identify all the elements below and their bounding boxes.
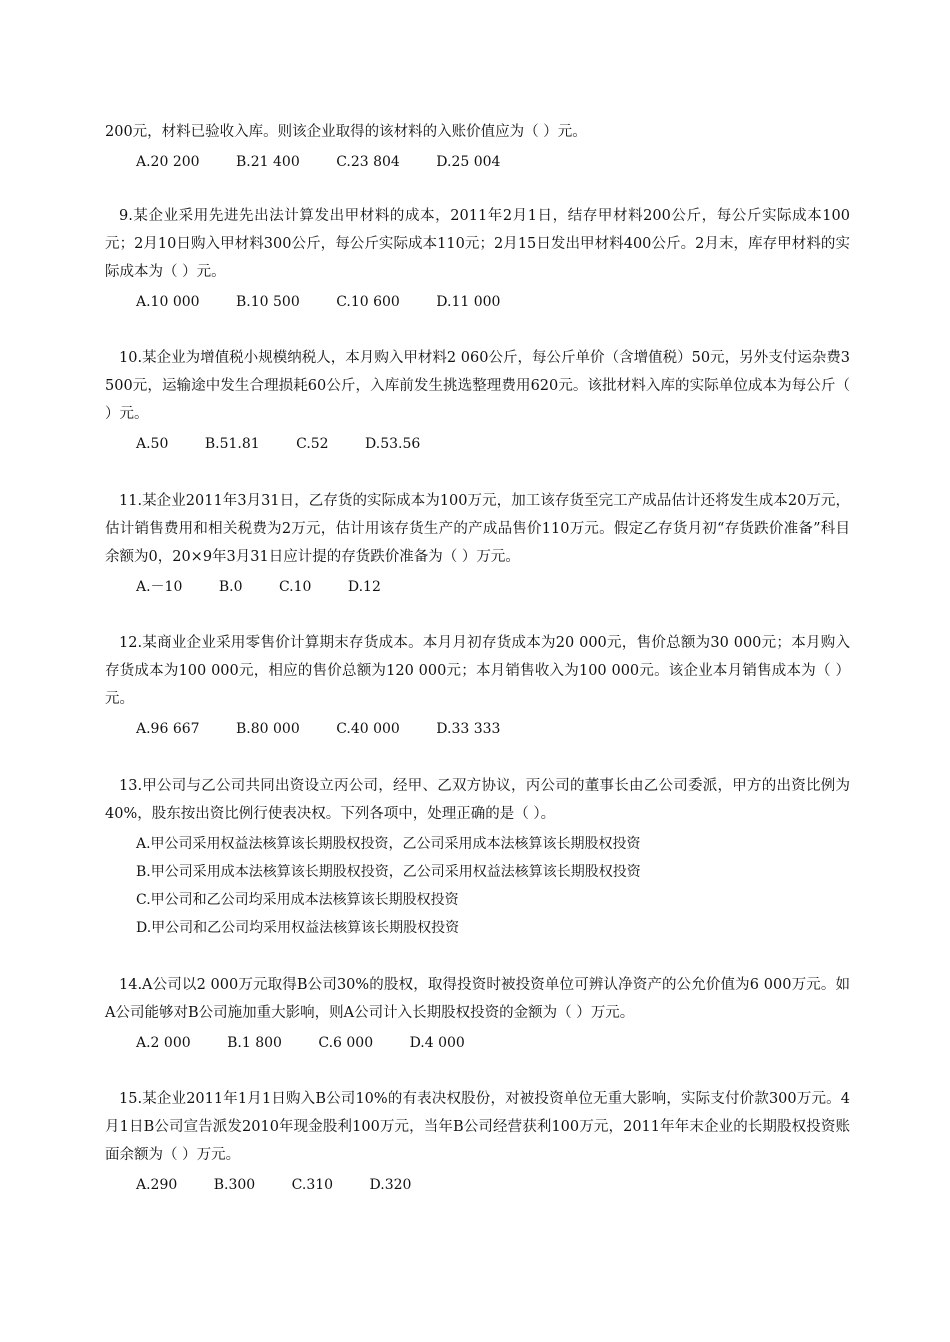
question-14 — [105, 971, 850, 1057]
option-b: B.51.81 — [204, 436, 260, 452]
option-a: A.50 — [136, 436, 169, 452]
option-a: A.96 667 — [136, 721, 200, 737]
question-12 — [105, 629, 850, 743]
option-c: C.10 — [278, 579, 312, 595]
question-stem: 10.某企业为增值税小规模纳税人，本月购入甲材料2 060公斤，每公斤单价（含增值税）50元，另外支付运杂费3 500元，运输途中发生合理损耗60公斤，入库前发生挑选整理费用620元。该批材料入库的实际单位成本为每公斤（ ）元。 — [105, 350, 850, 422]
option-b: B.21 400 — [236, 154, 300, 170]
question-15 — [105, 1085, 850, 1199]
option-c: C.52 — [296, 436, 329, 452]
question-options — [105, 430, 850, 458]
option-c: C.23 804 — [336, 154, 400, 170]
question-options — [105, 830, 850, 942]
option-b: B.80 000 — [236, 721, 300, 737]
question-8-continuation — [105, 118, 850, 176]
option-a: A.甲公司采用权益法核算该长期股权投资，乙公司采用成本法核算该长期股权投资 — [136, 836, 641, 852]
question-stem: 15.某企业2011年1月1日购入B公司10%的有表决权股份，对被投资单位无重大影响，实际支付价款300万元。4月1日B公司宣告派发2010年现金股利100万元，当年B公司经营获利100万元，2011年年末企业的长期股权投资账面余额为（ ）万元。 — [105, 1091, 850, 1163]
option-d: D.25 004 — [436, 154, 501, 170]
option-c: C.10 600 — [336, 294, 400, 310]
option-a: A.10 000 — [136, 294, 200, 310]
question-stem: 12.某商业企业采用零售价计算期末存货成本。本月月初存货成本为20 000元，售价总额为30 000元；本月购入存货成本为100 000元，相应的售价总额为120 000元；本月销售收入为100 000元。该企业本月销售成本为（ ）元。 — [105, 635, 850, 707]
question-stem: 13.甲公司与乙公司共同出资设立丙公司，经甲、乙双方协议，丙公司的董事长由乙公司委派，甲方的出资比例为40%，股东按出资比例行使表决权。下列各项中，处理正确的是（ ）。 — [105, 778, 850, 822]
option-b: B.10 500 — [236, 294, 300, 310]
option-b: B.甲公司采用成本法核算该长期股权投资，乙公司采用权益法核算该长期股权投资 — [136, 864, 641, 880]
option-d: D.11 000 — [436, 294, 501, 310]
option-d: D.320 — [369, 1177, 412, 1193]
question-options — [105, 288, 850, 316]
option-c: C.甲公司和乙公司均采用成本法核算该长期股权投资 — [136, 892, 459, 908]
question-options — [105, 148, 850, 176]
question-options — [105, 715, 850, 743]
option-d: D.53.56 — [365, 436, 421, 452]
question-options — [105, 1171, 850, 1199]
question-stem: 200元，材料已验收入库。则该企业取得的该材料的入账价值应为（ ）元。 — [105, 124, 587, 140]
option-b: B.0 — [218, 579, 243, 595]
question-10 — [105, 344, 850, 458]
option-c: C.40 000 — [336, 721, 400, 737]
question-options — [105, 573, 850, 601]
question-stem: 9.某企业采用先进先出法计算发出甲材料的成本，2011年2月1日，结存甲材料200公斤，每公斤实际成本100元；2月10日购入甲材料300公斤，每公斤实际成本110元；2月15日发出甲材料400公斤。2月末，库存甲材料的实际成本为（ ）元。 — [105, 208, 850, 280]
option-d: D.12 — [347, 579, 381, 595]
question-stem: 14.A公司以2 000万元取得B公司30%的股权，取得投资时被投资单位可辨认净资产的公允价值为6 000万元。如A公司能够对B公司施加重大影响，则A公司计入长期股权投资的金额为（ ）万元。 — [105, 977, 850, 1021]
option-a: A.290 — [136, 1177, 178, 1193]
option-d: D.甲公司和乙公司均采用权益法核算该长期股权投资 — [136, 920, 460, 936]
question-9 — [105, 202, 850, 316]
question-11 — [105, 487, 850, 601]
option-c: C.310 — [291, 1177, 334, 1193]
question-options — [105, 1029, 850, 1057]
question-13 — [105, 772, 850, 942]
option-c: C.6 000 — [318, 1035, 374, 1051]
question-stem: 11.某企业2011年3月31日，乙存货的实际成本为100万元，加工该存货至完工产成品估计还将发生成本20万元，估计销售费用和相关税费为2万元，估计用该存货生产的产成品售价110万元。假定乙存货月初“存货跌价准备”科目余额为0，20×9年3月31日应计提的存货跌价准备为（ ）万元。 — [105, 493, 850, 565]
option-b: B.1 800 — [227, 1035, 282, 1051]
option-d: D.33 333 — [436, 721, 501, 737]
option-b: B.300 — [213, 1177, 256, 1193]
option-a: A.2 000 — [136, 1035, 191, 1051]
option-a: A.20 200 — [136, 154, 200, 170]
option-d: D.4 000 — [409, 1035, 465, 1051]
option-a: A.－10 — [136, 579, 183, 595]
